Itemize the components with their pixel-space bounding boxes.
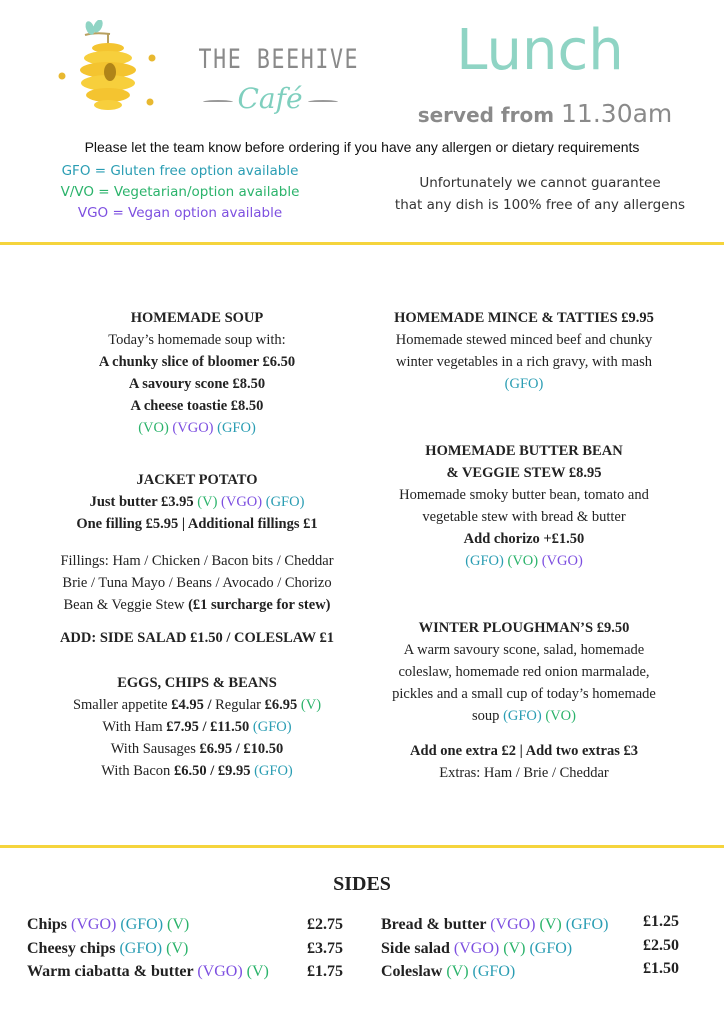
menu-text: Just butter £3.95 — [89, 494, 198, 510]
dietary-tag: (V) — [166, 939, 189, 957]
side-price: £1.25 — [643, 913, 679, 930]
side-item — [27, 961, 269, 983]
cafe-brand-sub: Café — [237, 82, 303, 115]
menu-item-right-0 — [361, 307, 687, 395]
side-item — [381, 914, 608, 936]
menu-line — [34, 550, 360, 572]
menu-item-right-2 — [361, 617, 687, 727]
menu-text: With Ham — [102, 719, 167, 735]
dietary-tag: (GFO) — [217, 420, 256, 436]
menu-line — [361, 740, 687, 762]
dietary-tag: (GFO) — [119, 939, 163, 957]
dietary-tag: (V) — [246, 963, 269, 980]
dietary-tag: (GFO) — [265, 494, 305, 510]
side-item — [381, 961, 515, 983]
menu-text: £6.50 / £9.95 — [173, 763, 255, 779]
sides-title: SIDES — [333, 873, 391, 895]
dietary-tag: (VGO) — [71, 916, 117, 933]
menu-text: Bean & Veggie Stew — [63, 597, 189, 613]
dietary-tag: (V) — [197, 494, 218, 510]
allergen-disclaimer — [370, 172, 710, 216]
menu-text: Add chorizo +£1.50 — [463, 531, 585, 547]
menu-text: £4.95 / — [171, 697, 216, 713]
dietary-tag: (GFO) — [565, 916, 609, 933]
dietary-tag: (V) — [446, 963, 469, 980]
menu-line — [361, 683, 687, 705]
menu-text: pickles and a small cup of today’s homemade — [392, 686, 656, 702]
menu-item-right-3 — [361, 740, 687, 784]
side-item — [381, 938, 572, 960]
menu-text: Brie / Tuna Mayo / Beans / Avocado / Chorizo — [62, 575, 332, 591]
menu-text: coleslaw, homemade red onion marmalade, — [398, 664, 650, 680]
dietary-tag: (VGO) — [221, 494, 263, 510]
served-time: 11.30am — [561, 99, 673, 128]
menu-text: soup — [472, 708, 504, 724]
menu-line — [361, 440, 687, 462]
dietary-tag: (GFO) — [254, 763, 293, 779]
menu-text: Smaller appetite — [72, 697, 172, 713]
divider-bottom — [0, 845, 724, 848]
dietary-tag: (VGO) — [541, 553, 583, 569]
disclaimer-line: that any dish is 100% free of any allergens — [394, 197, 686, 213]
menu-text: Add one extra £2 | Add two extras £3 — [410, 743, 638, 759]
dietary-tag: (GFO) — [472, 963, 516, 980]
menu-text: EGGS, CHIPS & BEANS — [117, 675, 277, 691]
menu-text: WINTER PLOUGHMAN’S £9.50 — [418, 620, 630, 636]
menu-text: Extras: Ham / Brie / Cheddar — [439, 765, 609, 781]
menu-line — [34, 760, 360, 782]
menu-line — [361, 462, 687, 484]
served-from — [400, 99, 690, 128]
flourish-right-icon — [308, 100, 338, 104]
dietary-tag: (GFO) — [503, 708, 542, 724]
menu-text: Cheesy chips — [27, 939, 120, 957]
dietary-tag: (GFO) — [504, 376, 544, 392]
side-item — [27, 938, 188, 960]
beehive-logo-icon — [50, 20, 165, 120]
menu-text: (£1 surcharge for stew) — [188, 597, 331, 613]
side-price: £3.75 — [307, 939, 343, 957]
menu-line — [361, 639, 687, 661]
menu-line — [34, 469, 360, 491]
dietary-tag: (GFO) — [529, 939, 573, 957]
dietary-tag: (V) — [167, 916, 190, 933]
menu-text: A cheese toastie £8.50 — [130, 398, 264, 414]
menu-text: One filling £5.95 | Additional fillings £1 — [76, 516, 318, 532]
menu-text: Homemade stewed minced beef and chunky — [395, 332, 653, 348]
menu-line — [34, 627, 360, 649]
dietary-tag: (VGO) — [172, 420, 214, 436]
menu-line — [361, 550, 687, 572]
menu-text: Side salad — [381, 939, 454, 957]
side-price: £2.75 — [307, 916, 343, 933]
menu-text: £7.95 / £11.50 — [166, 719, 253, 735]
menu-text: HOMEMADE BUTTER BEAN — [425, 443, 623, 459]
menu-line — [34, 307, 360, 329]
menu-text: Today’s homemade soup with: — [108, 332, 286, 348]
menu-item-left-3 — [34, 627, 360, 649]
menu-text: HOMEMADE SOUP — [130, 310, 264, 326]
menu-text: Warm ciabatta & butter — [27, 963, 198, 980]
menu-text: Regular — [215, 697, 265, 713]
menu-text: & VEGGIE STEW £8.95 — [446, 465, 602, 481]
menu-item-left-0 — [34, 307, 360, 439]
menu-line — [34, 417, 360, 439]
menu-line — [361, 329, 687, 351]
dietary-tag: (V) — [300, 697, 322, 713]
menu-line — [34, 395, 360, 417]
menu-item-left-4 — [34, 672, 360, 782]
menu-line — [34, 373, 360, 395]
menu-title: Lunch — [456, 18, 624, 83]
menu-line — [361, 762, 687, 784]
menu-line — [34, 572, 360, 594]
menu-line — [34, 672, 360, 694]
key-v: V/VO = Vegetarian/option available — [60, 184, 300, 200]
key-vgo: VGO = Vegan option available — [77, 205, 283, 221]
menu-line — [34, 351, 360, 373]
menu-line — [361, 351, 687, 373]
menu-text: Homemade smoky butter bean, tomato and — [399, 487, 649, 503]
menu-text: Chips — [27, 916, 72, 933]
menu-text: A chunky slice of bloomer £6.50 — [98, 354, 296, 370]
side-item — [27, 914, 189, 936]
menu-line — [34, 329, 360, 351]
served-prefix: served from — [417, 103, 555, 127]
menu-text: JACKET POTATO — [136, 472, 258, 488]
menu-line — [361, 528, 687, 550]
menu-line — [34, 513, 360, 535]
dietary-tag: (GFO) — [120, 916, 164, 933]
menu-line — [34, 716, 360, 738]
dietary-tag: (GFO) — [252, 719, 292, 735]
menu-item-right-1 — [361, 440, 687, 572]
menu-item-left-2 — [34, 550, 360, 616]
menu-text: ADD: SIDE SALAD £1.50 / COLESLAW £1 — [59, 630, 335, 646]
menu-line — [361, 373, 687, 395]
dietary-tag: (VO) — [507, 553, 539, 569]
menu-line — [361, 617, 687, 639]
menu-text: Bread & butter — [381, 916, 491, 933]
dietary-tag: (V) — [539, 916, 562, 933]
menu-text: winter vegetables in a rich gravy, with mash — [396, 354, 652, 370]
menu-text: Coleslaw — [381, 963, 447, 980]
side-price: £2.50 — [643, 936, 679, 954]
divider-top — [0, 242, 724, 245]
menu-text: With Sausages — [110, 741, 200, 757]
key-gfo: GFO = Gluten free option available — [61, 163, 299, 179]
menu-text: A savoury scone £8.50 — [128, 376, 266, 392]
menu-line — [361, 661, 687, 683]
menu-line — [361, 484, 687, 506]
side-price: £1.50 — [643, 960, 679, 977]
menu-line — [34, 594, 360, 616]
cafe-brand-name: THE BEEHIVE — [198, 44, 360, 75]
dietary-tag: (GFO) — [465, 553, 504, 569]
menu-line — [34, 694, 360, 716]
disclaimer-line: Unfortunately we cannot guarantee — [419, 175, 661, 191]
menu-line — [34, 491, 360, 513]
dietary-tag: (VGO) — [197, 963, 243, 980]
dietary-tag: (VO) — [138, 420, 169, 436]
menu-text: A warm savoury scone, salad, homemade — [403, 642, 645, 658]
side-price: £1.75 — [307, 963, 343, 980]
dietary-tag: (VO) — [545, 708, 576, 724]
dietary-tag: (VGO) — [453, 939, 500, 957]
menu-line — [361, 506, 687, 528]
dietary-tag: (V) — [503, 939, 526, 957]
allergen-notice: Please let the team know before ordering if you have any allergen or dietary requirements — [84, 139, 640, 155]
menu-text: With Bacon — [101, 763, 174, 779]
menu-text: £6.95 / £10.50 — [199, 741, 284, 757]
menu-item-left-1 — [34, 469, 360, 535]
menu-line — [361, 307, 687, 329]
menu-text: £6.95 — [264, 697, 301, 713]
menu-line — [361, 705, 687, 727]
dietary-tag: (VGO) — [490, 916, 536, 933]
menu-text: HOMEMADE MINCE & TATTIES £9.95 — [394, 310, 654, 326]
menu-text: Fillings: Ham / Chicken / Bacon bits / Cheddar — [60, 553, 334, 569]
menu-text: vegetable stew with bread & butter — [422, 509, 626, 525]
menu-line — [34, 738, 360, 760]
